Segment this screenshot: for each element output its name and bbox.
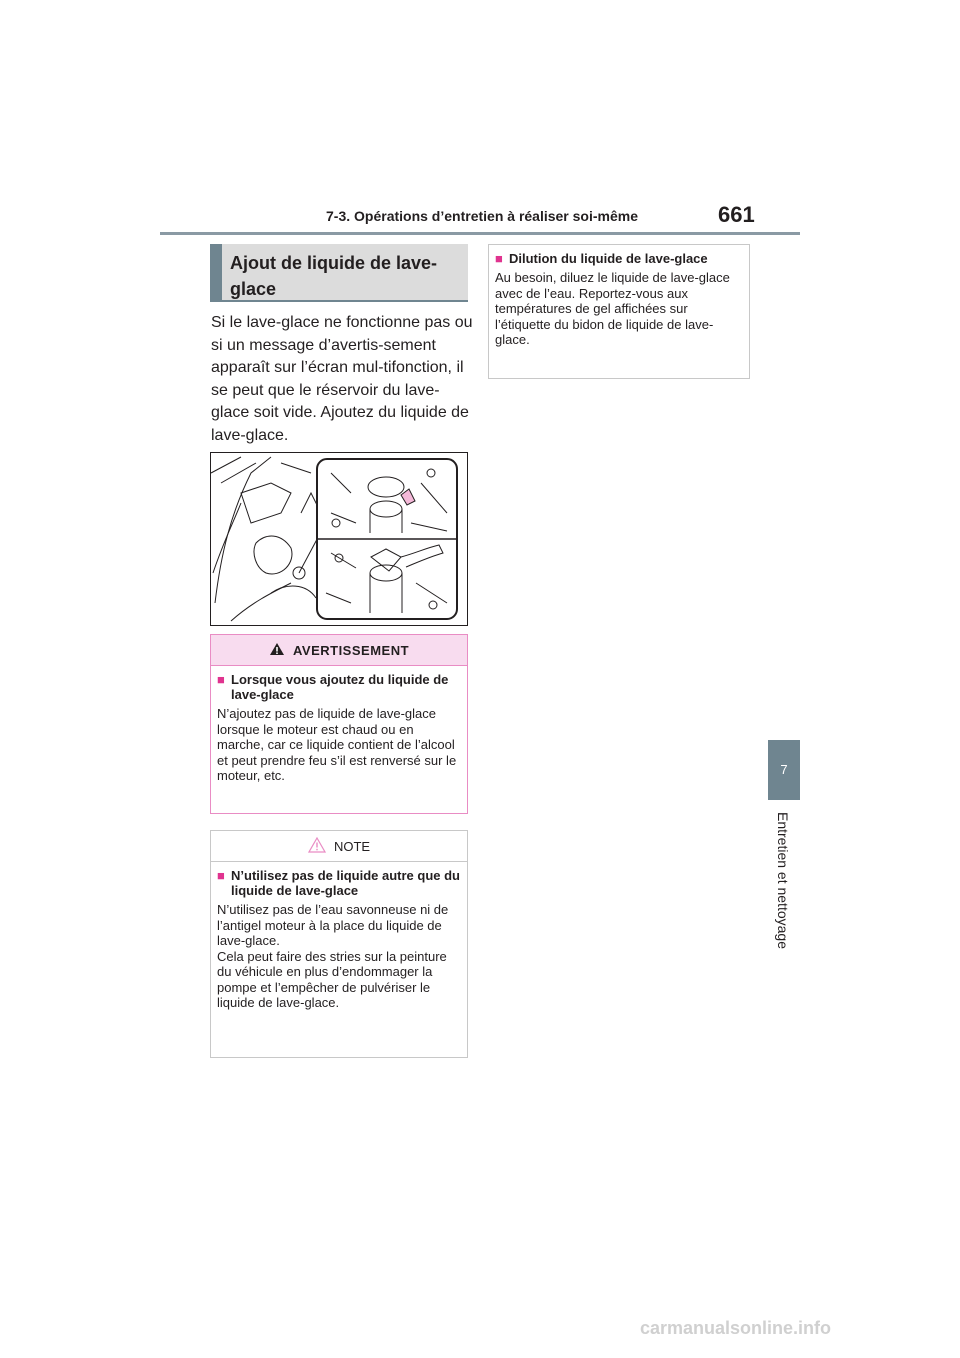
note-label: NOTE [333, 838, 371, 854]
caution-triangle-icon [308, 837, 326, 856]
bullet-square-icon: ■ [495, 251, 503, 266]
bullet-square-icon: ■ [217, 672, 225, 687]
section-body: Si le lave-glace ne fonctionne pas ou si un message d’avertis-sement apparaît sur l’écran mul-tifonction, il se peut que le réservoir du lave-glace soit vide. Ajoutez du liquide de lave-glace. [211, 314, 473, 444]
warning-box [210, 634, 468, 814]
warning-header [211, 635, 467, 666]
dilution-box [488, 244, 750, 379]
chapter-tab: 7 [768, 740, 800, 800]
bullet-square-icon: ■ [217, 868, 225, 883]
note-header [211, 831, 467, 862]
note-subheading-text: N’utilisez pas de liquide autre que du liquide de lave-glace [231, 868, 460, 898]
note-box [210, 830, 468, 1058]
washer-reservoir-illustration [210, 452, 468, 626]
dilution-text: Au besoin, diluez le liquide de lave-glace avec de l’eau. Reportez-vous aux températures de gel affichées sur l’étiquette du bidon de liquide de lave-glace. [495, 270, 730, 347]
header-rule [160, 232, 800, 235]
warning-text: N’ajoutez pas de liquide de lave-glace lorsque le moteur est chaud ou en marche, car ce liquide contient de l’alcool et peut prendre feu s’il est renversé sur le moteur, etc. [217, 706, 457, 783]
site-watermark: carmanualsonline.info [640, 1318, 832, 1338]
warning-label: AVERTISSEMENT [292, 642, 410, 658]
page-number: 661 [718, 202, 755, 227]
dilution-subheading-text: Dilution du liquide de lave-glace [509, 251, 708, 266]
chapter-side-title: Entretien et nettoyage [775, 812, 791, 949]
warning-subheading-text: Lorsque vous ajoutez du liquide de lave-glace [231, 672, 449, 702]
section-heading: Ajout de liquide de lave-glace [210, 244, 468, 302]
note-text: N’utilisez pas de l’eau savonneuse ni de l’antigel moteur à la place du liquide de lave-glace. Cela peut faire des stries sur la peinture du véhicule en plus d’endommager la pompe et l’empêcher de pulvériser le liquide de lave-glace. [217, 902, 449, 1010]
warning-triangle-icon [269, 642, 285, 659]
dilution-subheading [495, 251, 743, 266]
warning-subheading [217, 672, 461, 702]
note-subheading [217, 868, 461, 898]
chapter-section-title: 7-3. Opérations d’entretien à réaliser soi-même [326, 208, 639, 224]
